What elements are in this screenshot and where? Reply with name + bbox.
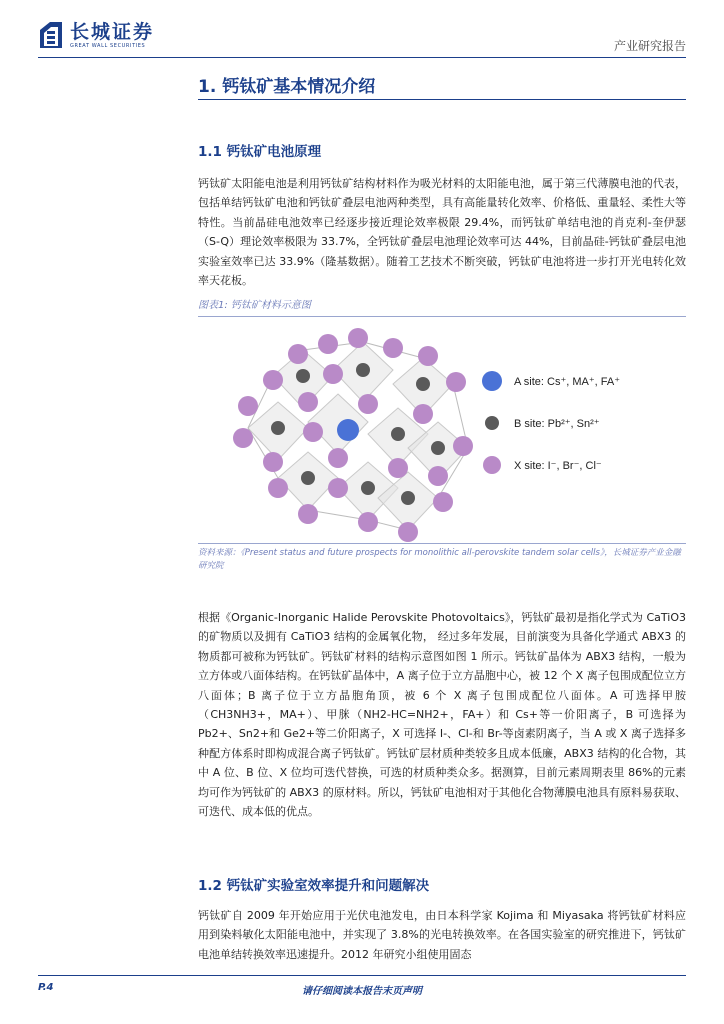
logo-en: GREAT WALL SECURITIES [70,42,146,49]
subsection-heading-1-2: 1.2 钙钛矿实验室效率提升和问题解决 [198,878,430,894]
figure-title: 图表1: 钙钛矿材料示意图 [198,300,311,311]
b-site-legend-icon [485,416,499,430]
legend-item-a-site [482,366,686,396]
legend-label-x-site: X site: I⁻, Br⁻, Cl⁻ [514,459,602,472]
figure-top-divider [198,316,686,317]
a-site-legend-icon [482,371,502,391]
header-divider [38,57,686,58]
logo-mark-icon [38,20,64,50]
company-logo [38,20,154,50]
subsection-heading-1-1: 1.1 钙钛矿电池原理 [198,144,322,160]
figure-bottom-divider [198,543,686,544]
logo-cn: 长城证券 [70,20,155,43]
perovskite-structure-figure [198,322,686,544]
footer-disclaimer: 请仔细阅读本报告末页声明 [302,986,422,997]
paragraph-lab-efficiency: 钙钛矿自 2009 年开始应用于光伏电池发电，由日本科学家 Kojima 和 Miyasaka 将钙钛矿材料应用到染料敏化太阳能电池中，并实现了 3.8%的光电转换效率。在各国实验室的研究推进下，钙钛矿电池单结转换效率迅速提升。2012 年研究小组使用固态 [198,909,686,961]
figure-source: 资料来源：《Present status and future prospects for monolithic all-perovskite tandem solar cells》，长城证券产业金融研究院 [198,548,681,571]
x-site-legend-icon [483,456,501,474]
section-heading-divider [198,99,686,100]
report-type: 产业研究报告 [613,39,686,53]
legend-label-b-site: B site: Pb²⁺, Sn²⁺ [514,417,600,430]
a-site-ion-icon [337,419,359,441]
legend-item-x-site [482,450,686,480]
section-heading-1: 1. 钙钛矿基本情况介绍 [198,77,376,97]
paragraph-perovskite-definition: 根据《Organic-Inorganic Halide Perovskite Photovoltaics》，钙钛矿最初是指化学式为 CaTiO3 的矿物质以及拥有 CaTiO3 结构的金属氧化物， 经过多年发展，目前演变为具备化学通式 ABX3 的物质都可被称为钙钛矿。钙钛矿材料的结构示意图如图 1 所示。钙钛矿晶体为 ABX3 结构，一般为立方体或八面体结构。在钙钛矿晶体中，A 离子位于立方晶胞中心，被 12 个 X 离子包围成配位立方八面体；B 离子位于立方晶胞角顶，被 6 个 X 离子包围成配位八面体。A 可选择甲胺（CH3NH3+，MA+）、甲脒（NH2-HC=NH2+，FA+）和 Cs+等一价阳离子，B 可选择为 Pb2+、Sn2+和 Ge2+等二价阳离子，X 可选择 I-、Cl-和 Br-等卤素阴离子，当 A 或 X 离子选择多种配方体系时即构成混合离子钙钛矿。钙钛矿层材质种类较多且成本低廉，ABX3 结构的化合物，其中 A 位、B 位、X 位均可迭代替换，可选的材质种类众多。据测算，目前元素周期表里 86%的元素均可作为钙钛矿的 ABX3 的原材料。所以，钙钛矿电池相对于其他化合物薄膜电池具有原料易获取、可迭代、成本低的优点。 [198,611,686,819]
page-header [0,0,724,62]
legend-item-b-site [482,408,686,438]
figure-legend [482,366,686,480]
legend-label-a-site: A site: Cs⁺, MA⁺, FA⁺ [514,375,621,388]
footer-divider [38,975,686,976]
paragraph-cell-principle: 钙钛矿太阳能电池是利用钙钛矿结构材料作为吸光材料的太阳能电池，属于第三代薄膜电池的代表，包括单结钙钛矿电池和钙钛矿叠层电池两种类型，具有高能量转化效率、价格低、重量轻、柔性大等特性。当前晶硅电池效率已经逐步接近理论效率极限 29.4%，而钙钛矿单结电池的肖克利-奎伊瑟（S-Q）理论效率极限为 33.7%，全钙钛矿叠层电池理论效率可达 44%，目前晶硅-钙钛矿叠层电池实验室效率已达 33.9%（隆基数据）。随着工艺技术不断突破，钙钛矿电池将进一步打开光电转化效率天花板。 [198,177,686,288]
page-number: P.4 [38,982,54,993]
